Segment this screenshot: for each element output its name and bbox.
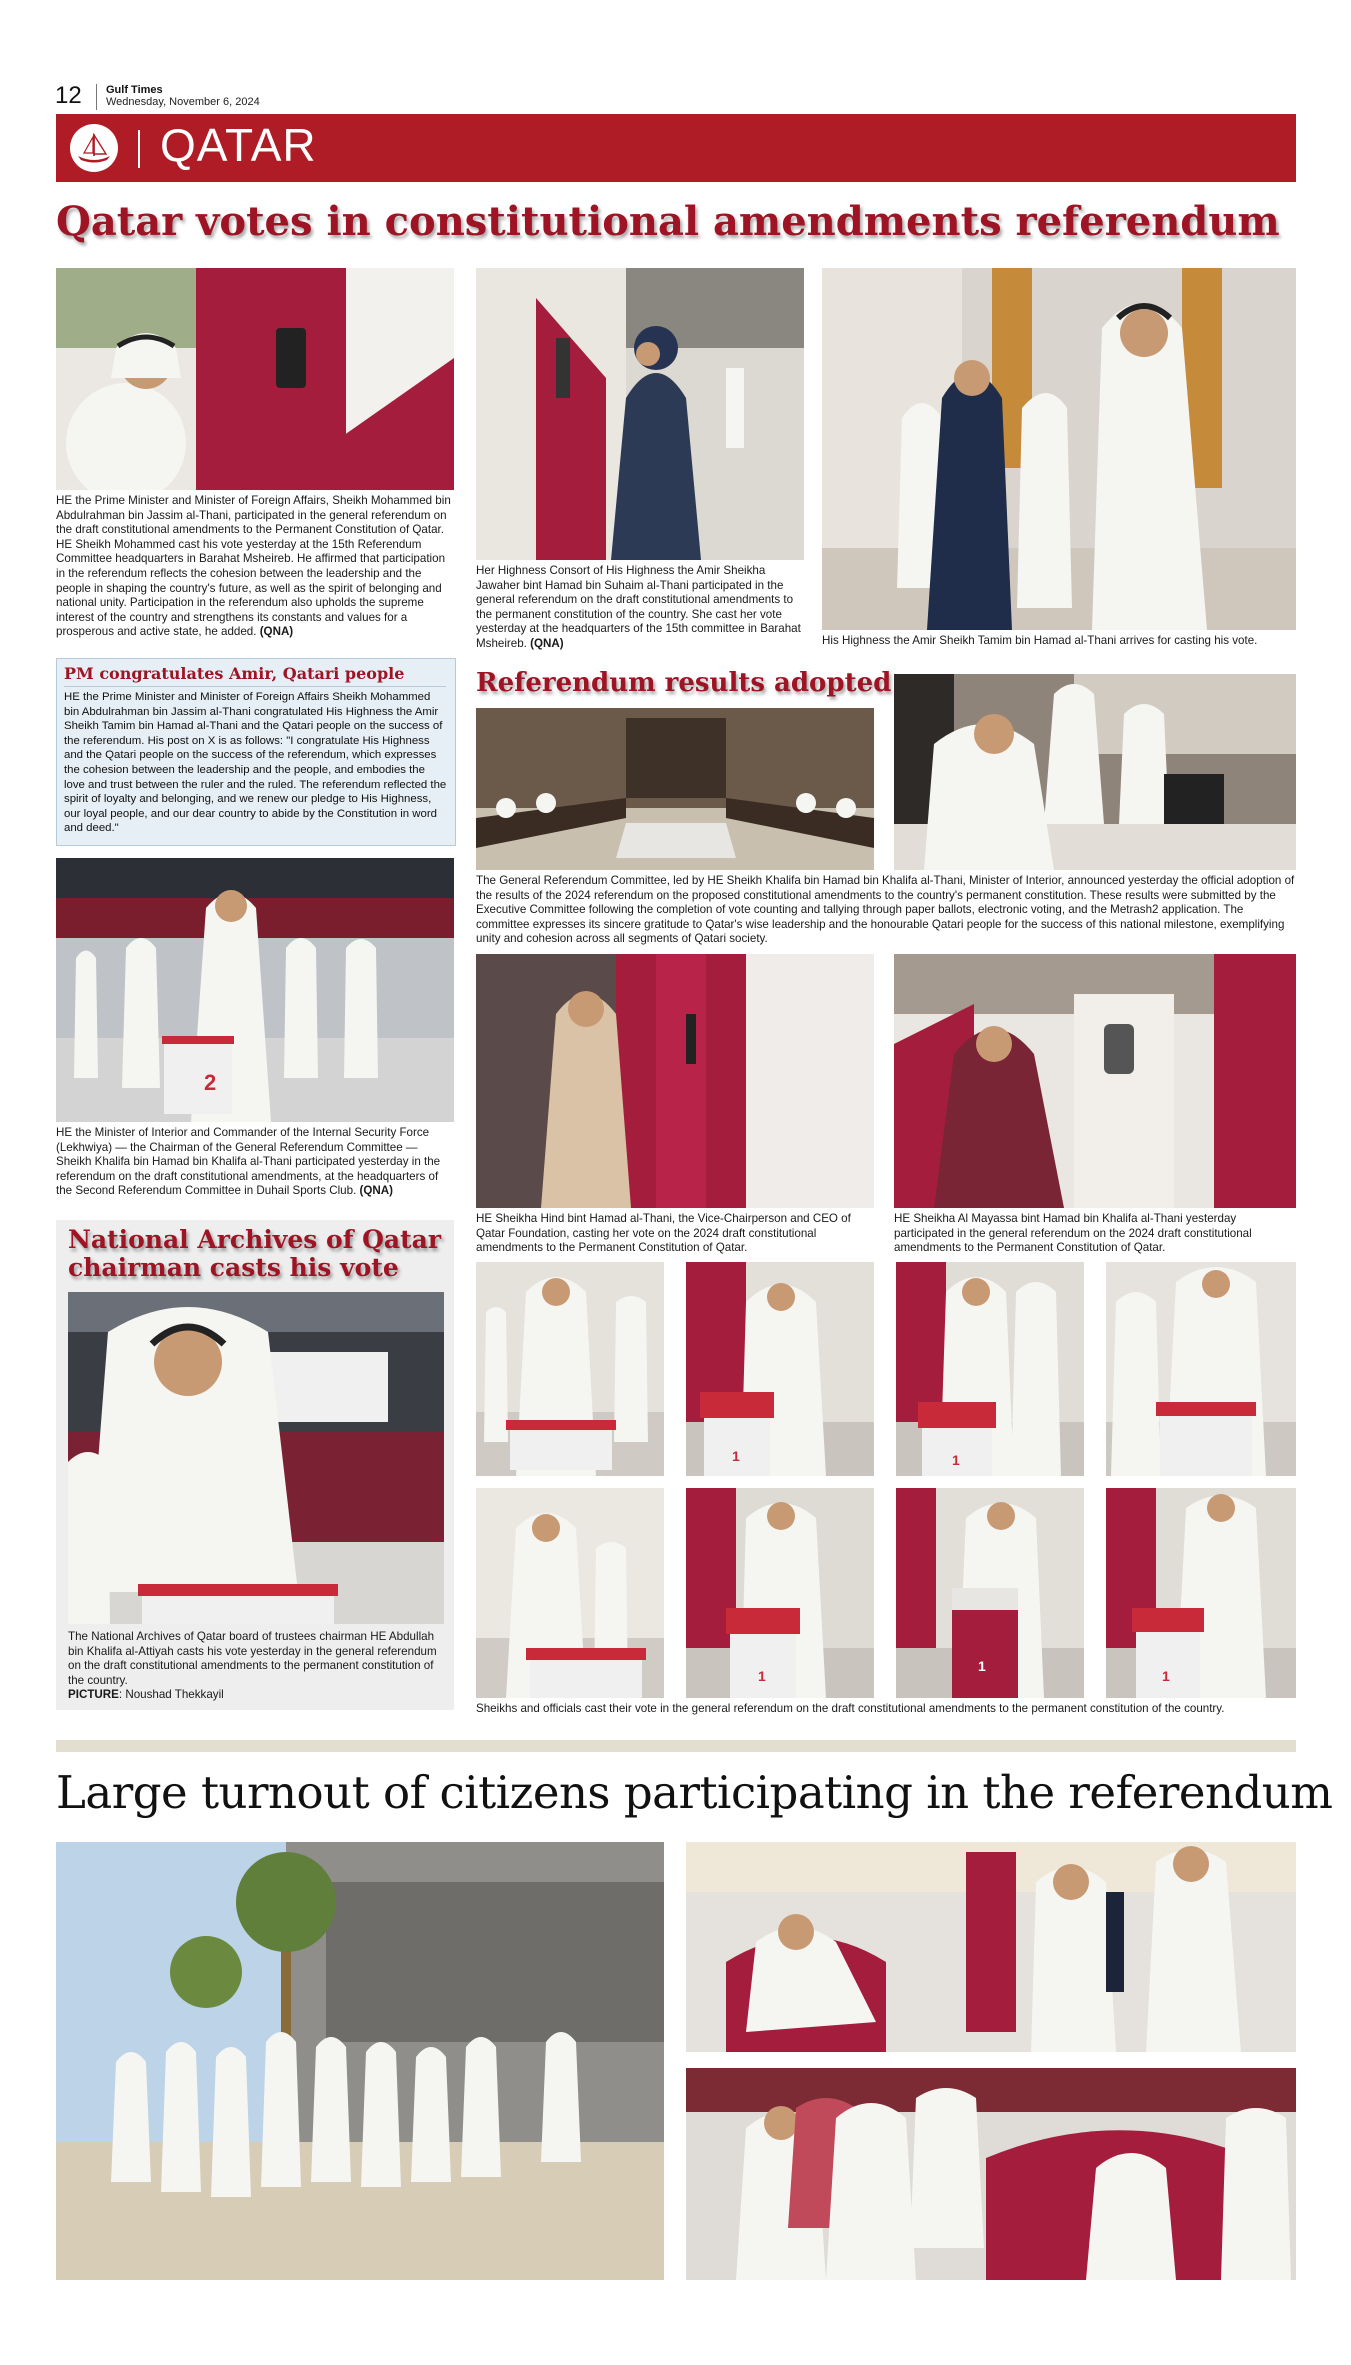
caption-sheikhs-grid: Sheikhs and officials cast their vote in the general referendum on the draft constitutional amendments to the permanent constitution of the country.	[476, 1702, 1225, 1715]
pm-box-body: HE the Prime Minister and Minister of Foreign Affairs Sheikh Mohammed bin Abdulrahman bin Jassim al-Thani congratulated His Highness the Amir Sheikh Tamim bin Hamad al-Thani and the Qatari people on the success of the referendum. His post on X is as follows: "I congratulate His Highness and the Qatari people on the success of the referendum, which expresses the cohesion between the leadership and the people, and embodies the love and trust between the ruler and the ruled. The referendum reflected the spirit of loyalty and belonging, and we renew our pledge to His Highness, our loyal people, and our dear country to abide by the Constitution in word and deed."	[64, 691, 447, 835]
photo-grid-5	[476, 1488, 664, 1698]
caption-sheikha-jawaher: Her Highness Consort of His Highness the Amir Sheikha Jawaher bint Hamad bin Suhaim al-Thani participated in the general referendum on the draft constitutional amendments to the permanent constitution of the country. She cast her vote yesterday at the headquarters of the 15th committee in Barahat Msheireb. (QNA)	[476, 564, 801, 650]
photo-sheikha-almayassa	[894, 954, 1296, 1208]
ballot-box-number: 1	[1162, 1668, 1170, 1684]
page-number: 12	[55, 82, 82, 109]
photo-queue-inside	[686, 2068, 1296, 2280]
photo-queue-outside	[56, 1842, 664, 2280]
caption-sheikha-almayassa: HE Sheikha Al Mayassa bint Hamad bin Khalifa al-Thani yesterday participated in the general referendum on the 2024 draft constitutional amendments to the Permanent Constitution of Qatar.	[894, 1212, 1252, 1255]
photo-handing-ballot	[686, 1842, 1296, 2052]
photo-amir-arriving	[822, 268, 1296, 630]
publication-date: Wednesday, November 6, 2024	[106, 96, 260, 108]
photo-archives-chairman	[68, 1292, 444, 1624]
bottom-headline: Large turnout of citizens participating in the referendum	[56, 1766, 1333, 1819]
dhow-boat-icon	[70, 124, 118, 172]
photo-committee-meeting	[476, 708, 874, 870]
section-divider	[138, 130, 140, 168]
main-headline: Qatar votes in constitutional amendments referendum	[56, 198, 1280, 245]
photo-pm-voting	[56, 268, 454, 490]
caption-pm-vote: HE the Prime Minister and Minister of Foreign Affairs, Sheikh Mohammed bin Abdulrahman bin Jassim al-Thani, participated in the general referendum on the draft constitutional amendments to the Permanent Constitution of Qatar. HE Sheikh Mohammed cast his vote yesterday at the 15th Referendum Committee headquarters in Barahat Msheireb. He affirmed that participation in the referendum reflects the cohesion between the leadership and the people in shaping the country's future, as well as the spirit of belonging and national unity. Participation in the referendum also upholds the supreme interest of the country and strengthens its constants and values for a prosperous and active state, he added. (QNA)	[56, 494, 451, 639]
ballot-box-number: 1	[758, 1668, 766, 1684]
caption-interior-minister: HE the Minister of Interior and Commander of the Internal Security Force (Lekhwiya) — the Chairman of the General Referendum Committee — Sheikh Khalifa bin Hamad bin Khalifa al-Thani participated yesterday in the referendum on the draft constitutional amendments, at the headquarters of the Second Referendum Committee in Duhail Sports Club. (QNA)	[56, 1126, 441, 1198]
publication-name: Gulf Times	[106, 84, 163, 96]
photo-interior-minister	[56, 858, 454, 1122]
photo-grid-8	[1106, 1488, 1296, 1698]
ballot-box-number: 1	[978, 1658, 986, 1674]
ballot-box-number: 2	[204, 1070, 217, 1095]
photo-grid-2	[686, 1262, 874, 1476]
photo-grid-6	[686, 1488, 874, 1698]
folio-divider	[96, 84, 97, 110]
section-label: QATAR	[160, 119, 317, 171]
pm-box-divider	[64, 686, 446, 687]
photo-committee-signing	[894, 674, 1296, 870]
archives-headline: National Archives of Qatar chairman casts his vote	[68, 1225, 442, 1282]
photo-grid-3	[896, 1262, 1084, 1476]
caption-results: The General Referendum Committee, led by HE Sheikh Khalifa bin Hamad bin Khalifa al-Thani, Minister of Interior, announced yesterday the official adoption of the results of the 2024 referendum on the proposed constitutional amendments to the country's permanent constitution. These results were submitted by the Executive Committee following the completion of vote counting and tallying through paper ballots, electronic voting, and the Metrash2 application. The committee expresses its sincere gratitude to Qatar's wise leadership and the honourable Qatari people for the success of this national milestone, exemplifying unity and cohesion across all segments of Qatari society.	[476, 874, 1295, 946]
caption-sheikha-hind: HE Sheikha Hind bint Hamad al-Thani, the Vice-Chairperson and CEO of Qatar Foundation, casting her vote on the 2024 draft constitutional amendments to the Permanent Constitution of Qatar.	[476, 1212, 851, 1255]
photo-sheikha-hind	[476, 954, 874, 1208]
section-separator-bar	[56, 1740, 1296, 1752]
pm-box-title: PM congratulates Amir, Qatari people	[64, 664, 405, 683]
photo-grid-1	[476, 1262, 664, 1476]
photo-sheikha-jawaher	[476, 268, 804, 560]
caption-amir: His Highness the Amir Sheikh Tamim bin Hamad al-Thani arrives for casting his vote.	[822, 634, 1258, 647]
ballot-box-number: 1	[732, 1448, 740, 1464]
photo-grid-7	[896, 1488, 1084, 1698]
ballot-box-number: 1	[952, 1452, 960, 1468]
photo-grid-4	[1106, 1262, 1296, 1476]
caption-archives: The National Archives of Qatar board of trustees chairman HE Abdullah bin Khalifa al-Attiyah casts his vote yesterday in the general referendum on the draft constitutional amendments to the permanent constitution of the country. PICTURE: Noushad Thekkayil	[68, 1630, 437, 1702]
results-headline: Referendum results adopted	[476, 668, 892, 698]
